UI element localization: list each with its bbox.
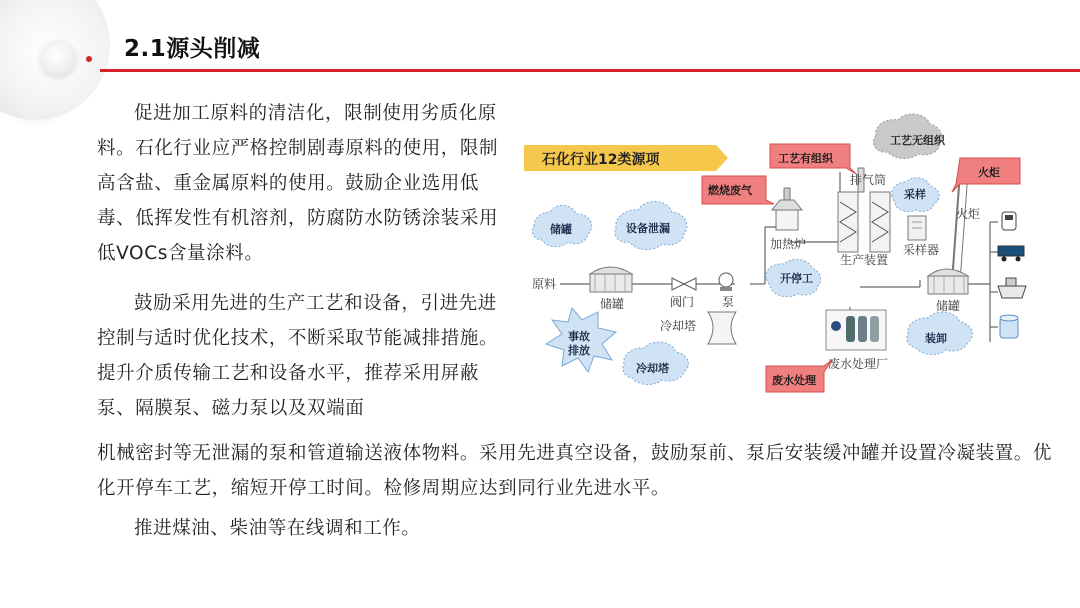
- cloud-craft-unorganized: [873, 114, 946, 158]
- label-storage-1: 储罐: [600, 297, 625, 311]
- diagram-banner: [524, 145, 728, 171]
- train-icon: [1002, 212, 1016, 230]
- drum-icon: [1000, 315, 1018, 338]
- pump-icon: [719, 273, 733, 291]
- label-sampler: 采样器: [903, 243, 940, 257]
- svg-text:采样: 采样: [904, 188, 926, 201]
- label-pump: 泵: [722, 295, 735, 309]
- decor-red-dot: [86, 56, 92, 62]
- cloud-start-stop: [766, 259, 821, 296]
- callout-wastewater: [766, 360, 832, 392]
- svg-text:冷却塔: 冷却塔: [636, 362, 669, 375]
- title-underline: [100, 69, 1080, 72]
- svg-text:火炬: 火炬: [978, 166, 1000, 179]
- sampler-icon: [908, 216, 926, 240]
- svg-text:排放: 排放: [568, 344, 590, 357]
- label-production: 生产装置: [840, 253, 889, 267]
- svg-text:开停工: 开停工: [780, 272, 813, 285]
- paragraph-blending: 推进煤油、柴油等在线调和工作。: [134, 518, 421, 539]
- paragraph-raw-materials: 促进加工原料的清洁化，限制使用劣质化原料。石化行业应严格控制剧毒原料的使用，限制高含盐、重金属原料的使用。鼓励企业选用低毒、低挥发性有机溶剂，防腐防水防锈涂装采用低VOCs含量涂料。: [97, 103, 499, 264]
- label-raw-material: 原料: [532, 277, 557, 291]
- label-wastewater-plant: 废水处理厂: [828, 357, 889, 371]
- cloud-storage-tank: [532, 205, 591, 246]
- cooling-tower-icon: [708, 312, 736, 344]
- decor-small-circle: [40, 40, 76, 76]
- burst-accident-emission: [546, 308, 616, 372]
- callout-combustion-exhaust: [702, 176, 774, 204]
- svg-text:燃烧废气: 燃烧废气: [708, 184, 752, 197]
- cloud-sampling: [892, 178, 939, 212]
- wastewater-plant-icon: [826, 310, 886, 350]
- svg-text:工艺有组织: 工艺有组织: [778, 152, 833, 165]
- label-heater: 加热炉: [770, 237, 807, 251]
- paragraph-process-part1: 鼓励采用先进的生产工艺和设备，引进先进控制与适时优化技术，不断采取节能减排措施。提升介质传输工艺和设备水平，推荐采用屏蔽泵、隔膜泵、磁力泵以及双端面: [97, 293, 499, 419]
- storage-tank-1: [590, 267, 632, 292]
- cloud-cooling-tower: [623, 342, 689, 384]
- cloud-loading: [907, 312, 973, 354]
- svg-text:设备泄漏: 设备泄漏: [626, 222, 670, 235]
- cloud-equipment-leak: [615, 201, 687, 249]
- label-stack: 排气筒: [850, 173, 887, 187]
- svg-text:废水处理: 废水处理: [772, 374, 816, 387]
- label-valve: 阀门: [670, 295, 695, 309]
- valve-icon: [672, 278, 696, 290]
- svg-text:工艺无组织: 工艺无组织: [890, 134, 945, 147]
- label-flare: 火炬: [956, 207, 981, 221]
- svg-text:储罐: 储罐: [550, 223, 572, 236]
- label-storage-2: 储罐: [936, 299, 961, 313]
- paragraph-process-part2: 机械密封等无泄漏的泵和管道输送液体物料。采用先进真空设备，鼓励泵前、泵后安装缓冲罐并设置冷凝装置。优化开停车工艺，缩短开停工时间。检修周期应达到同行业先进水平。: [97, 443, 1053, 499]
- svg-text:装卸: 装卸: [925, 332, 947, 345]
- label-cooler: 冷却塔: [660, 319, 697, 333]
- heater-icon: [772, 188, 802, 230]
- source-diagram: [520, 112, 1080, 412]
- svg-text:事故: 事故: [568, 330, 590, 343]
- ship-icon: [998, 278, 1026, 298]
- callout-flare: [952, 158, 1020, 192]
- slide-title: 2.1源头削减: [124, 36, 261, 62]
- callout-craft-organized: [770, 144, 856, 174]
- banner-text: 石化行业12类源项: [542, 152, 660, 168]
- storage-tank-2: [928, 269, 968, 294]
- truck-icon: [998, 246, 1024, 262]
